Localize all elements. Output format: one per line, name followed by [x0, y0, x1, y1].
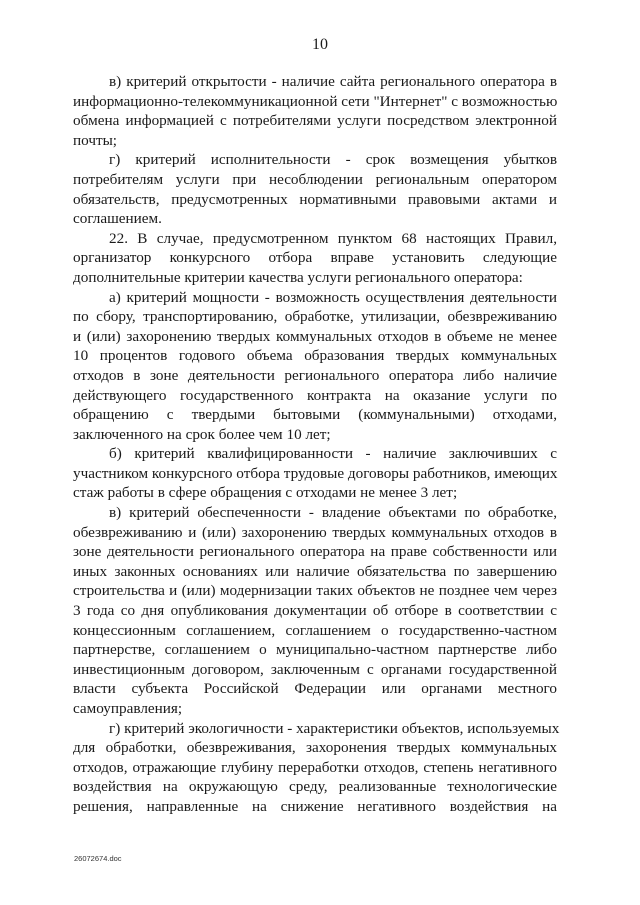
text-line: а) критерий мощности - возможность осуществления деятельности [109, 288, 557, 306]
text-line: 22. В случае, предусмотренном пунктом 68 настоящих Правил, [109, 229, 557, 247]
text-line: для обработки, обезвреживания, захоронения твердых коммунальных [73, 739, 557, 757]
text-line: соглашением. [73, 210, 162, 228]
text-line: заключенного на срок более чем 10 лет; [73, 425, 331, 443]
text-line: г) критерий экологичности - характеристики объектов, используемых [109, 719, 560, 737]
text-line: обращению с твердыми бытовыми (коммунальными) отходами, [73, 406, 557, 424]
text-line: участником конкурсного отбора трудовые договоры работников, имеющих [73, 464, 558, 482]
text-line: дополнительные критерии качества услуги регионального оператора: [73, 268, 523, 286]
text-line: и (или) захоронению твердых коммунальных отходов в объеме не менее [73, 327, 557, 345]
text-line: отходов в зоне деятельности регионального оператора либо наличие [73, 366, 557, 384]
text-line: б) критерий квалифицированности - наличие заключивших с [109, 445, 557, 463]
text-line: обезвреживанию и (или) захоронению твердых коммунальных отходов в [73, 523, 557, 541]
text-line: действующего государственного контракта на оказание услуги по [73, 386, 557, 404]
text-line: отходов, отражающие глубину переработки отходов, степень негативного [73, 758, 557, 776]
text-line: информационно-телекоммуникационной сети "Интернет" с возможностью [73, 92, 558, 110]
text-line: обмена информацией с потребителями услуги посредством электронной [73, 112, 557, 130]
page-number: 10 [312, 36, 328, 53]
text-line: в) критерий обеспеченности - владение объектами по обработке, [109, 504, 557, 522]
text-line: организатор конкурсного отбора вправе установить следующие [73, 249, 557, 267]
text-line: воздействия на окружающую среду, реализованные технологические [73, 778, 557, 796]
text-line: инвестиционным договором, заключенным с органами государственной [73, 660, 557, 678]
file-name-footer: 26072674.doc [74, 854, 122, 863]
text-line: зоне деятельности регионального оператора на праве собственности или [73, 543, 557, 561]
text-line: иных законных основаниях или наличие обязательства по завершению [73, 562, 557, 580]
text-line: стаж работы в сфере обращения с отходами не менее 3 лет; [73, 484, 458, 502]
text-line: почты; [73, 131, 118, 149]
text-line: 10 процентов годового объема образования твердых коммунальных [73, 347, 557, 365]
text-line: обязательств, предусмотренных нормативными правовыми актами и [73, 190, 557, 208]
document-body [73, 72, 560, 817]
text-line: партнерстве, соглашением о муниципально-частном партнерстве либо [73, 641, 557, 659]
text-line: потребителям услуги при несоблюдении региональным оператором [73, 170, 557, 188]
text-line: власти субъекта Российской Федерации или органами местного [73, 680, 557, 698]
text-line: г) критерий исполнительности - срок возмещения убытков [109, 151, 557, 169]
text-line: по сбору, транспортированию, обработке, утилизации, обезвреживанию [73, 308, 557, 326]
text-line: концессионным соглашением, соглашением о государственно-частном [73, 621, 557, 639]
text-line: самоуправления; [73, 700, 183, 717]
text-line: решения, направленные на снижение негативного воздействия на [73, 797, 557, 815]
text-line: 3 года со дня опубликования документации об отборе в соответствии с [73, 602, 557, 620]
text-line: в) критерий открытости - наличие сайта регионального оператора в [109, 73, 557, 90]
text-line: строительства и (или) модернизации таких объектов не позднее чем через [73, 582, 557, 600]
